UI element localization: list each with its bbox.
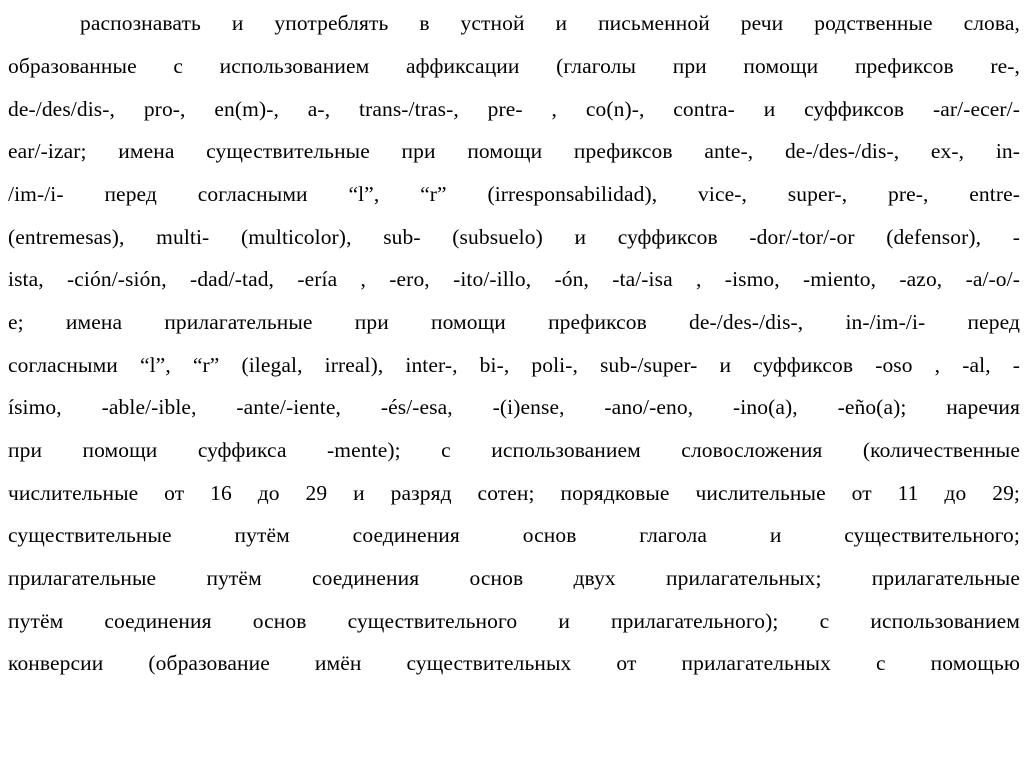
text-line: образованные с использованием аффиксации (глаголы при помощи префиксов re-,	[8, 54, 1020, 78]
text-line: путём соединения основ существительного и прилагательного); с использованием	[8, 609, 1020, 633]
text-line: при помощи суффикса -mente); с использованием словосложения (количественные	[8, 438, 1020, 462]
text-line: /im-/i- перед согласными “l”, “r” (irresponsabilidad), vice-, super-, pre-, entre-	[8, 182, 1020, 206]
text-line: e; имена прилагательные при помощи префиксов de-/des-/dis-, in-/im-/i- перед	[8, 310, 1020, 334]
text-line: de-/des/dis-, pro-, en(m)-, a-, trans-/tras-, pre- , co(n)-, contra- и суффиксов -ar/-ecer/-	[8, 97, 1020, 121]
text-line: прилагательные путём соединения основ двух прилагательных; прилагательные	[8, 566, 1020, 590]
text-line: ísimo, -able/-ible, -ante/-iente, -és/-esa, -(i)ense, -ano/-eno, -ino(a), -eño(a); наречия	[8, 395, 1020, 419]
text-line: ista, -ción/-sión, -dad/-tad, -ería , -ero, -ito/-illo, -ón, -ta/-isa , -ismo, -miento, -azo, -a/-o/-	[8, 267, 1020, 291]
text-line: ear/-izar; имена существительные при помощи префиксов ante-, de-/des-/dis-, ex-, in-	[8, 139, 1020, 163]
text-line: конверсии (образование имён существительных от прилагательных с помощью	[8, 651, 1020, 675]
text-line: существительные путём соединения основ глагола и существительного;	[8, 523, 1020, 547]
text-line: числительные от 16 до 29 и разряд сотен; порядковые числительные от 11 до 29;	[8, 481, 1020, 505]
text-line: распознавать и употреблять в устной и письменной речи родственные слова,	[80, 11, 1020, 35]
text-line: согласными “l”, “r” (ilegal, irreal), inter-, bi-, poli-, sub-/super- и суффиксов -oso , -al, -	[8, 353, 1020, 377]
text-line: (entremesas), multi- (multicolor), sub- (subsuelo) и суффиксов -dor/-tor/-or (defensor), -	[8, 225, 1020, 249]
